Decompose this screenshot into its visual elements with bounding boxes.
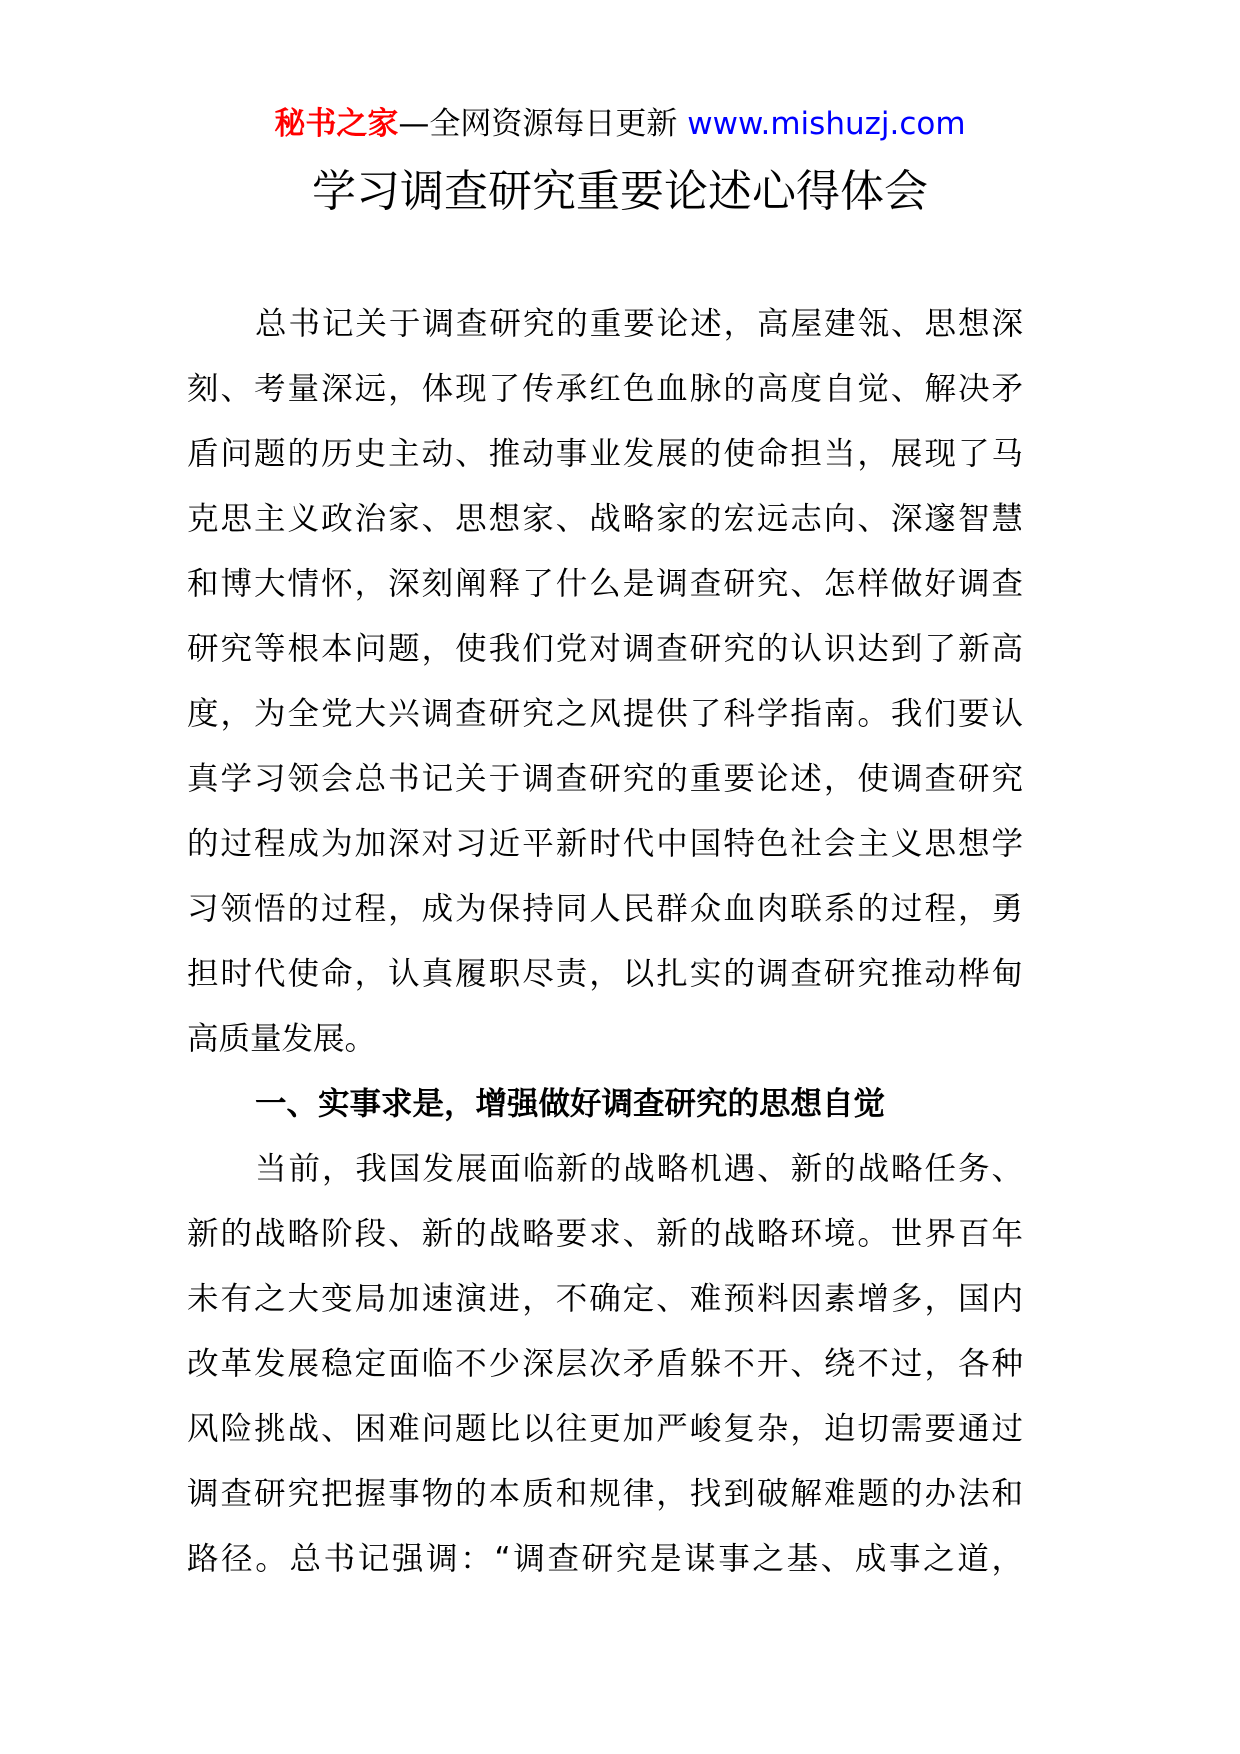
paragraph-2-line: 风险挑战、困难问题比以往更加严峻复杂，迫切需要通过 xyxy=(187,1411,1023,1447)
paragraph-1-line: 度，为全党大兴调查研究之风提供了科学指南。我们要认 xyxy=(187,696,1023,732)
paragraph-1-line: 盾问题的历史主动、推动事业发展的使命担当，展现了马 xyxy=(187,436,1023,472)
paragraph-2-line: 新的战略阶段、新的战略要求、新的战略环境。世界百年 xyxy=(187,1216,1023,1252)
paragraph-2-line: 改革发展稳定面临不少深层次矛盾躲不开、绕不过，各种 xyxy=(187,1346,1023,1382)
paragraph-1-line: 真学习领会总书记关于调查研究的重要论述，使调查研究 xyxy=(187,761,1023,797)
paragraph-2-line: 路径。总书记强调：“调查研究是谋事之基、成事之道， xyxy=(187,1541,1023,1577)
paragraph-1-line: 和博大情怀，深刻阐释了什么是调查研究、怎样做好调查 xyxy=(187,566,1023,602)
document-title: 学习调查研究重要论述心得体会 xyxy=(312,166,928,217)
paragraph-1-line: 刻、考量深远，体现了传承红色血脉的高度自觉、解决矛 xyxy=(187,371,1023,407)
site-slogan: —全网资源每日更新 xyxy=(398,106,688,142)
document-body xyxy=(187,292,1023,1592)
paragraph-2-line: 未有之大变局加速演进，不确定、难预料因素增多，国内 xyxy=(187,1281,1023,1317)
site-url-link[interactable]: www.mishuzj.com xyxy=(687,106,966,142)
paragraph-1-line: 习领悟的过程，成为保持同人民群众血肉联系的过程，勇 xyxy=(187,891,1023,927)
paragraph-1-line: 克思主义政治家、思想家、战略家的宏远志向、深邃智慧 xyxy=(187,501,1023,537)
paragraph-1-line: 研究等根本问题，使我们党对调查研究的认识达到了新高 xyxy=(187,631,1023,667)
section-heading-1: 一、实事求是，增强做好调查研究的思想自觉 xyxy=(255,1086,886,1122)
paragraph-1-line: 高质量发展。 xyxy=(187,1021,377,1057)
paragraph-1-line: 的过程成为加深对习近平新时代中国特色社会主义思想学 xyxy=(187,826,1023,862)
paragraph-2-line: 调查研究把握事物的本质和规律，找到破解难题的办法和 xyxy=(187,1476,1023,1512)
site-name: 秘书之家 xyxy=(274,106,399,142)
paragraph-1-line: 担时代使命，认真履职尽责，以扎实的调查研究推动桦甸 xyxy=(187,956,1023,992)
site-header xyxy=(0,100,1240,148)
paragraph-1-line: 总书记关于调查研究的重要论述，高屋建瓴、思想深 xyxy=(255,306,1023,342)
paragraph-2-line: 当前，我国发展面临新的战略机遇、新的战略任务、 xyxy=(255,1151,1023,1187)
